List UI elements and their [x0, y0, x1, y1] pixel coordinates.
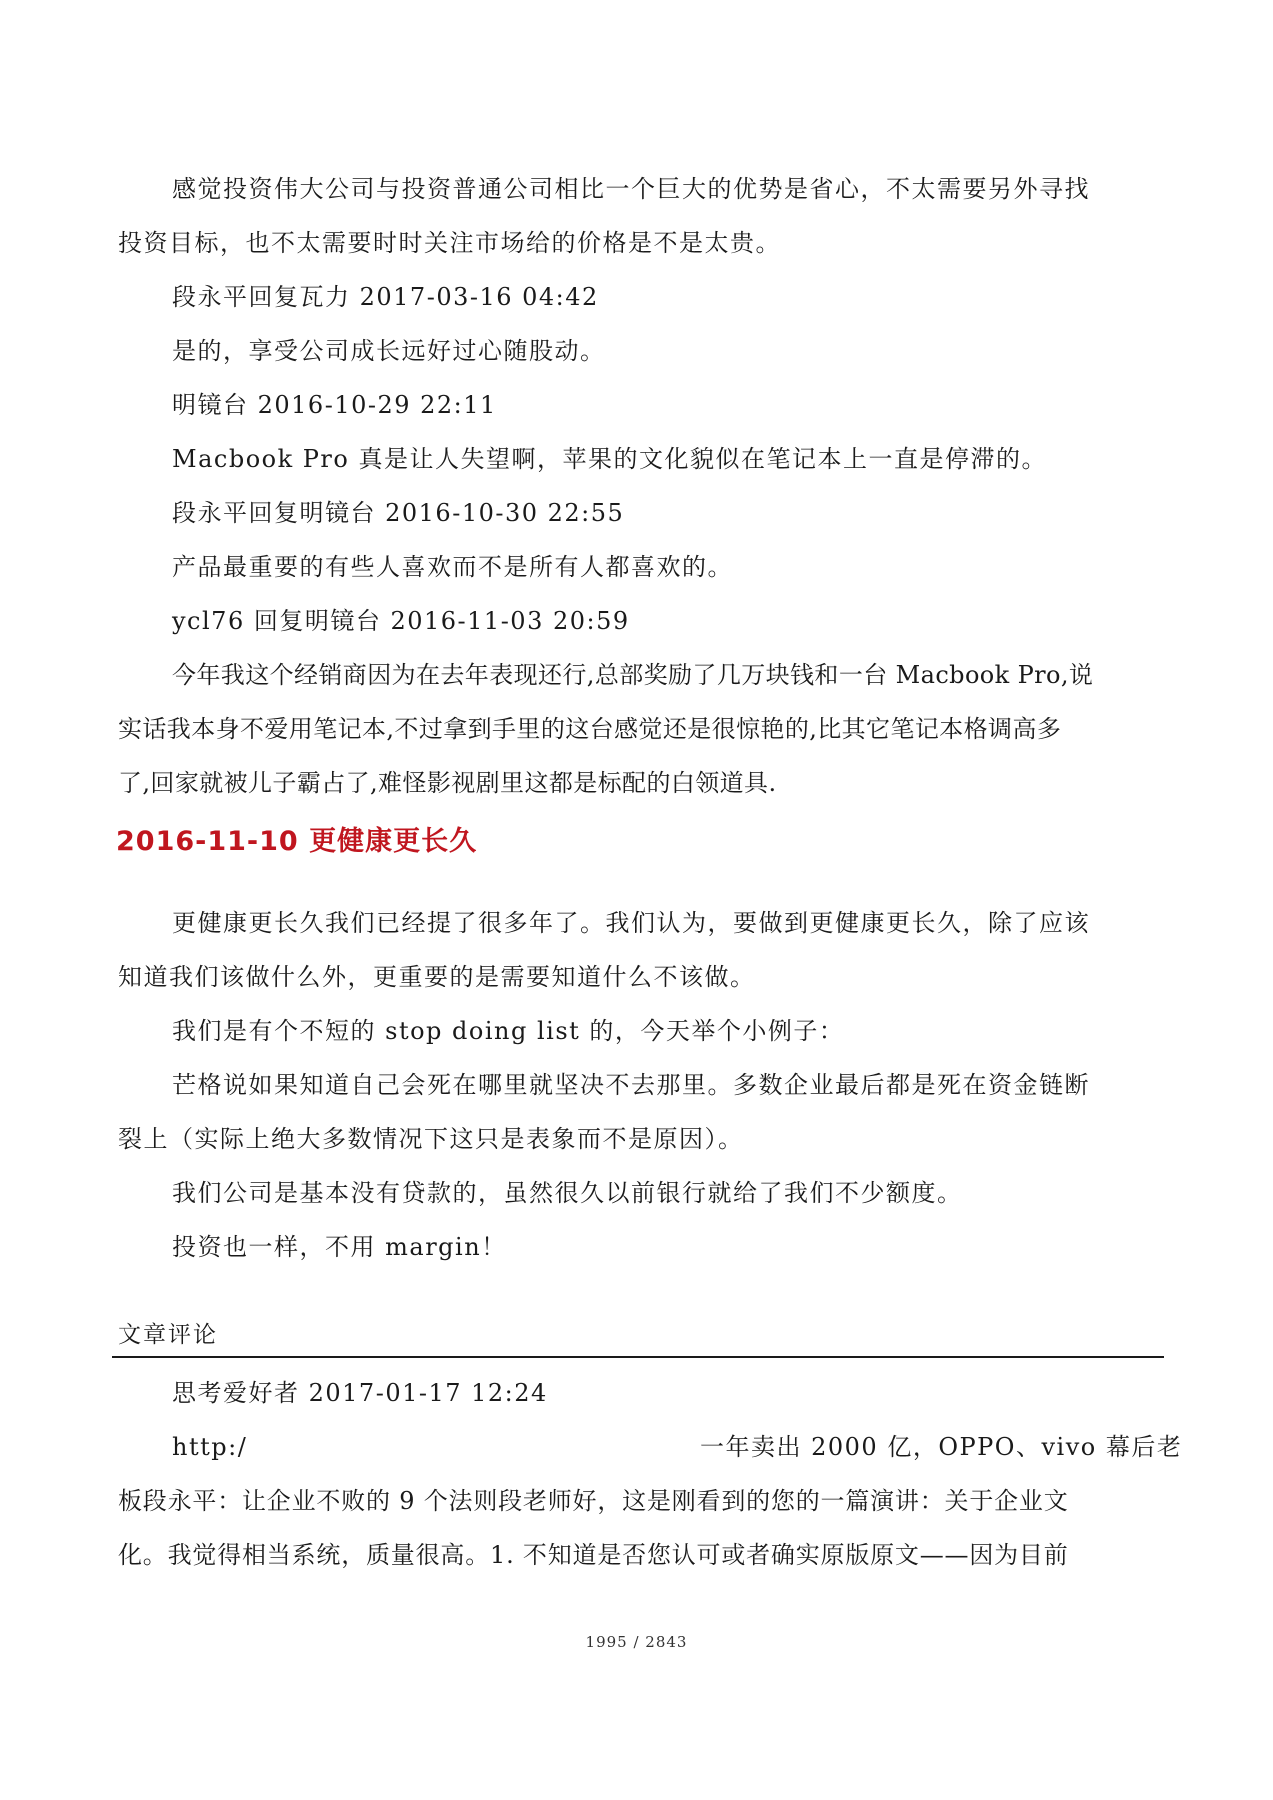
paragraph-line: 我们公司是基本没有贷款的，虽然很久以前银行就给了我们不少额度。: [172, 1179, 963, 1207]
comment-body: 一年卖出 2000 亿，OPPO、vivo 幕后老: [700, 1433, 1183, 1461]
comment-header: 明镜台 2016-10-29 22:11: [172, 391, 497, 419]
paragraph-line: 更健康更长久我们已经提了很多年了。我们认为，要做到更健康更长久，除了应该: [172, 909, 1090, 937]
section-divider: [112, 1356, 1164, 1358]
paragraph-line: 芒格说如果知道自己会死在哪里就坚决不去那里。多数企业最后都是死在资金链断: [172, 1071, 1090, 1099]
comment-header: ycl76 回复明镜台 2016-11-03 20:59: [172, 607, 630, 635]
paragraph-line: 投资也一样，不用 margin！: [172, 1233, 507, 1261]
comment-header: 段永平回复明镜台 2016-10-30 22:55: [172, 499, 625, 527]
page-number: 1995 / 2843: [585, 1633, 688, 1651]
comment-link[interactable]: http:/: [172, 1433, 248, 1461]
paragraph-line: 裂上（实际上绝大多数情况下这只是表象而不是原因）。: [118, 1125, 744, 1153]
comment-body: Macbook Pro 真是让人失望啊，苹果的文化貌似在笔记本上一直是停滞的。: [172, 445, 1047, 473]
comment-body: 板段永平：让企业不败的 9 个法则段老师好，这是刚看到的您的一篇演讲：关于企业文: [118, 1487, 1069, 1515]
comment-body: 是的，享受公司成长远好过心随股动。: [172, 337, 606, 365]
comment-body: 实话我本身不爱用笔记本,不过拿到手里的这台感觉还是很惊艳的,比其它笔记本格调高多: [118, 715, 1062, 743]
comment-body: 产品最重要的有些人喜欢而不是所有人都喜欢的。: [172, 553, 733, 581]
paragraph-line: 感觉投资伟大公司与投资普通公司相比一个巨大的优势是省心，不太需要另外寻找: [172, 175, 1090, 203]
comment-body: 化。我觉得相当系统，质量很高。1. 不知道是否您认可或者确实原版原文——因为目前: [118, 1541, 1069, 1569]
comments-section-label: 文章评论: [118, 1322, 218, 1348]
comment-body: 今年我这个经销商因为在去年表现还行,总部奖励了几万块钱和一台 Macbook Pro,说: [172, 661, 1094, 689]
comment-body: 了,回家就被儿子霸占了,难怪影视剧里这都是标配的白领道具.: [118, 769, 777, 797]
article-heading: 2016-11-10 更健康更长久: [116, 826, 478, 857]
comment-header: 思考爱好者 2017-01-17 12:24: [172, 1379, 548, 1407]
paragraph-line: 我们是有个不短的 stop doing list 的，今天举个小例子：: [172, 1017, 845, 1045]
paragraph-line: 知道我们该做什么外，更重要的是需要知道什么不该做。: [118, 963, 756, 991]
comment-header: 段永平回复瓦力 2017-03-16 04:42: [172, 283, 599, 311]
paragraph-line: 投资目标，也不太需要时时关注市场给的价格是不是太贵。: [118, 229, 781, 257]
